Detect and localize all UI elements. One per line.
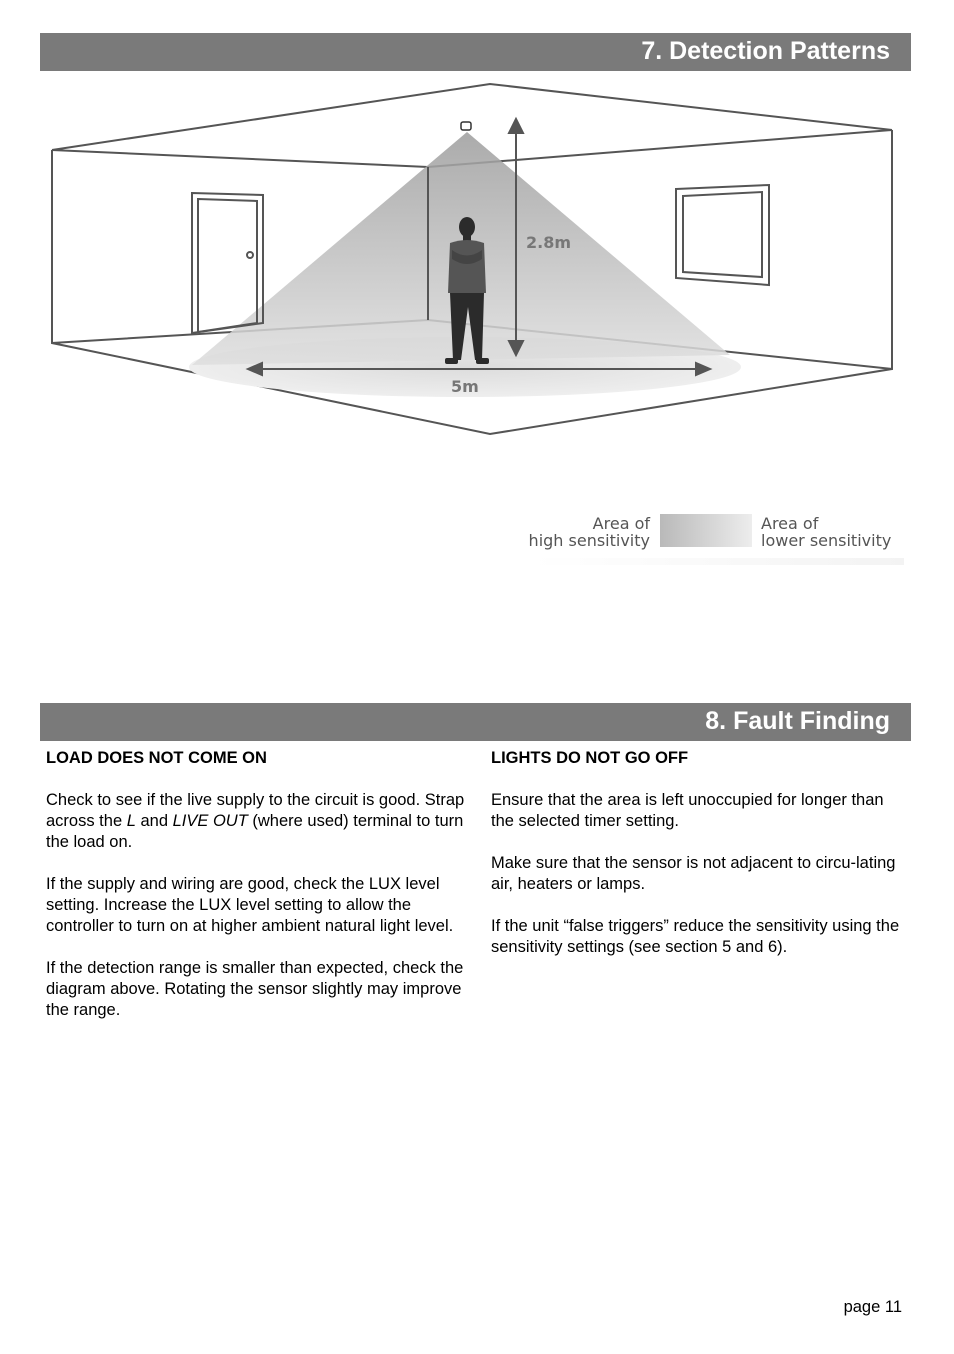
door-icon bbox=[192, 193, 263, 333]
fault-paragraph: If the detection range is smaller than expected, check the diagram above. Rotating the sensor slightly may improve the range. bbox=[46, 959, 464, 1019]
fault-paragraph: Check to see if the live supply to the circuit is good. Strap across the L and LIVE OUT (where used) terminal to turn the load on. bbox=[46, 791, 465, 851]
window-icon bbox=[676, 185, 769, 285]
fault-paragraph: Ensure that the area is left unoccupied for longer than the selected timer setting. bbox=[491, 791, 884, 830]
width-label: 5m bbox=[451, 377, 479, 396]
legend-lower-sensitivity bbox=[761, 515, 891, 549]
fault-column-load-not-on bbox=[46, 748, 466, 1042]
legend-high-line1: Area of bbox=[592, 514, 650, 533]
height-label: 2.8m bbox=[526, 233, 572, 252]
section-8-header bbox=[40, 703, 911, 741]
legend-low-line1: Area of bbox=[761, 514, 819, 533]
legend-low-line2: lower sensitivity bbox=[761, 531, 892, 550]
fault-column-lights-not-off bbox=[491, 748, 911, 979]
fault-heading-load-not-on: LOAD DOES NOT COME ON bbox=[46, 749, 267, 767]
fault-paragraph: If the supply and wiring are good, check the LUX level setting. Increase the LUX level setting to allow the controller to turn on at higher ambient natural light level. bbox=[46, 875, 454, 935]
fault-paragraph: If the unit “false triggers” reduce the sensitivity using the sensitivity settings (see section 5 and 6). bbox=[491, 917, 900, 956]
fault-paragraph: Make sure that the sensor is not adjacent to circu-lating air, heaters or lamps. bbox=[491, 854, 896, 893]
page-number: page 11 bbox=[843, 1298, 902, 1316]
fault-heading-lights-not-off: LIGHTS DO NOT GO OFF bbox=[491, 749, 689, 767]
section-8-title: 8. Fault Finding bbox=[705, 707, 890, 735]
legend-underline bbox=[532, 558, 904, 565]
legend-gradient-swatch bbox=[660, 514, 752, 547]
detection-pattern-diagram bbox=[40, 75, 900, 440]
ceiling-sensor-icon bbox=[461, 122, 471, 130]
section-7-header bbox=[40, 33, 911, 71]
section-7-title: 7. Detection Patterns bbox=[641, 37, 890, 65]
legend-high-sensitivity bbox=[529, 515, 650, 549]
legend-high-line2: high sensitivity bbox=[528, 531, 650, 550]
